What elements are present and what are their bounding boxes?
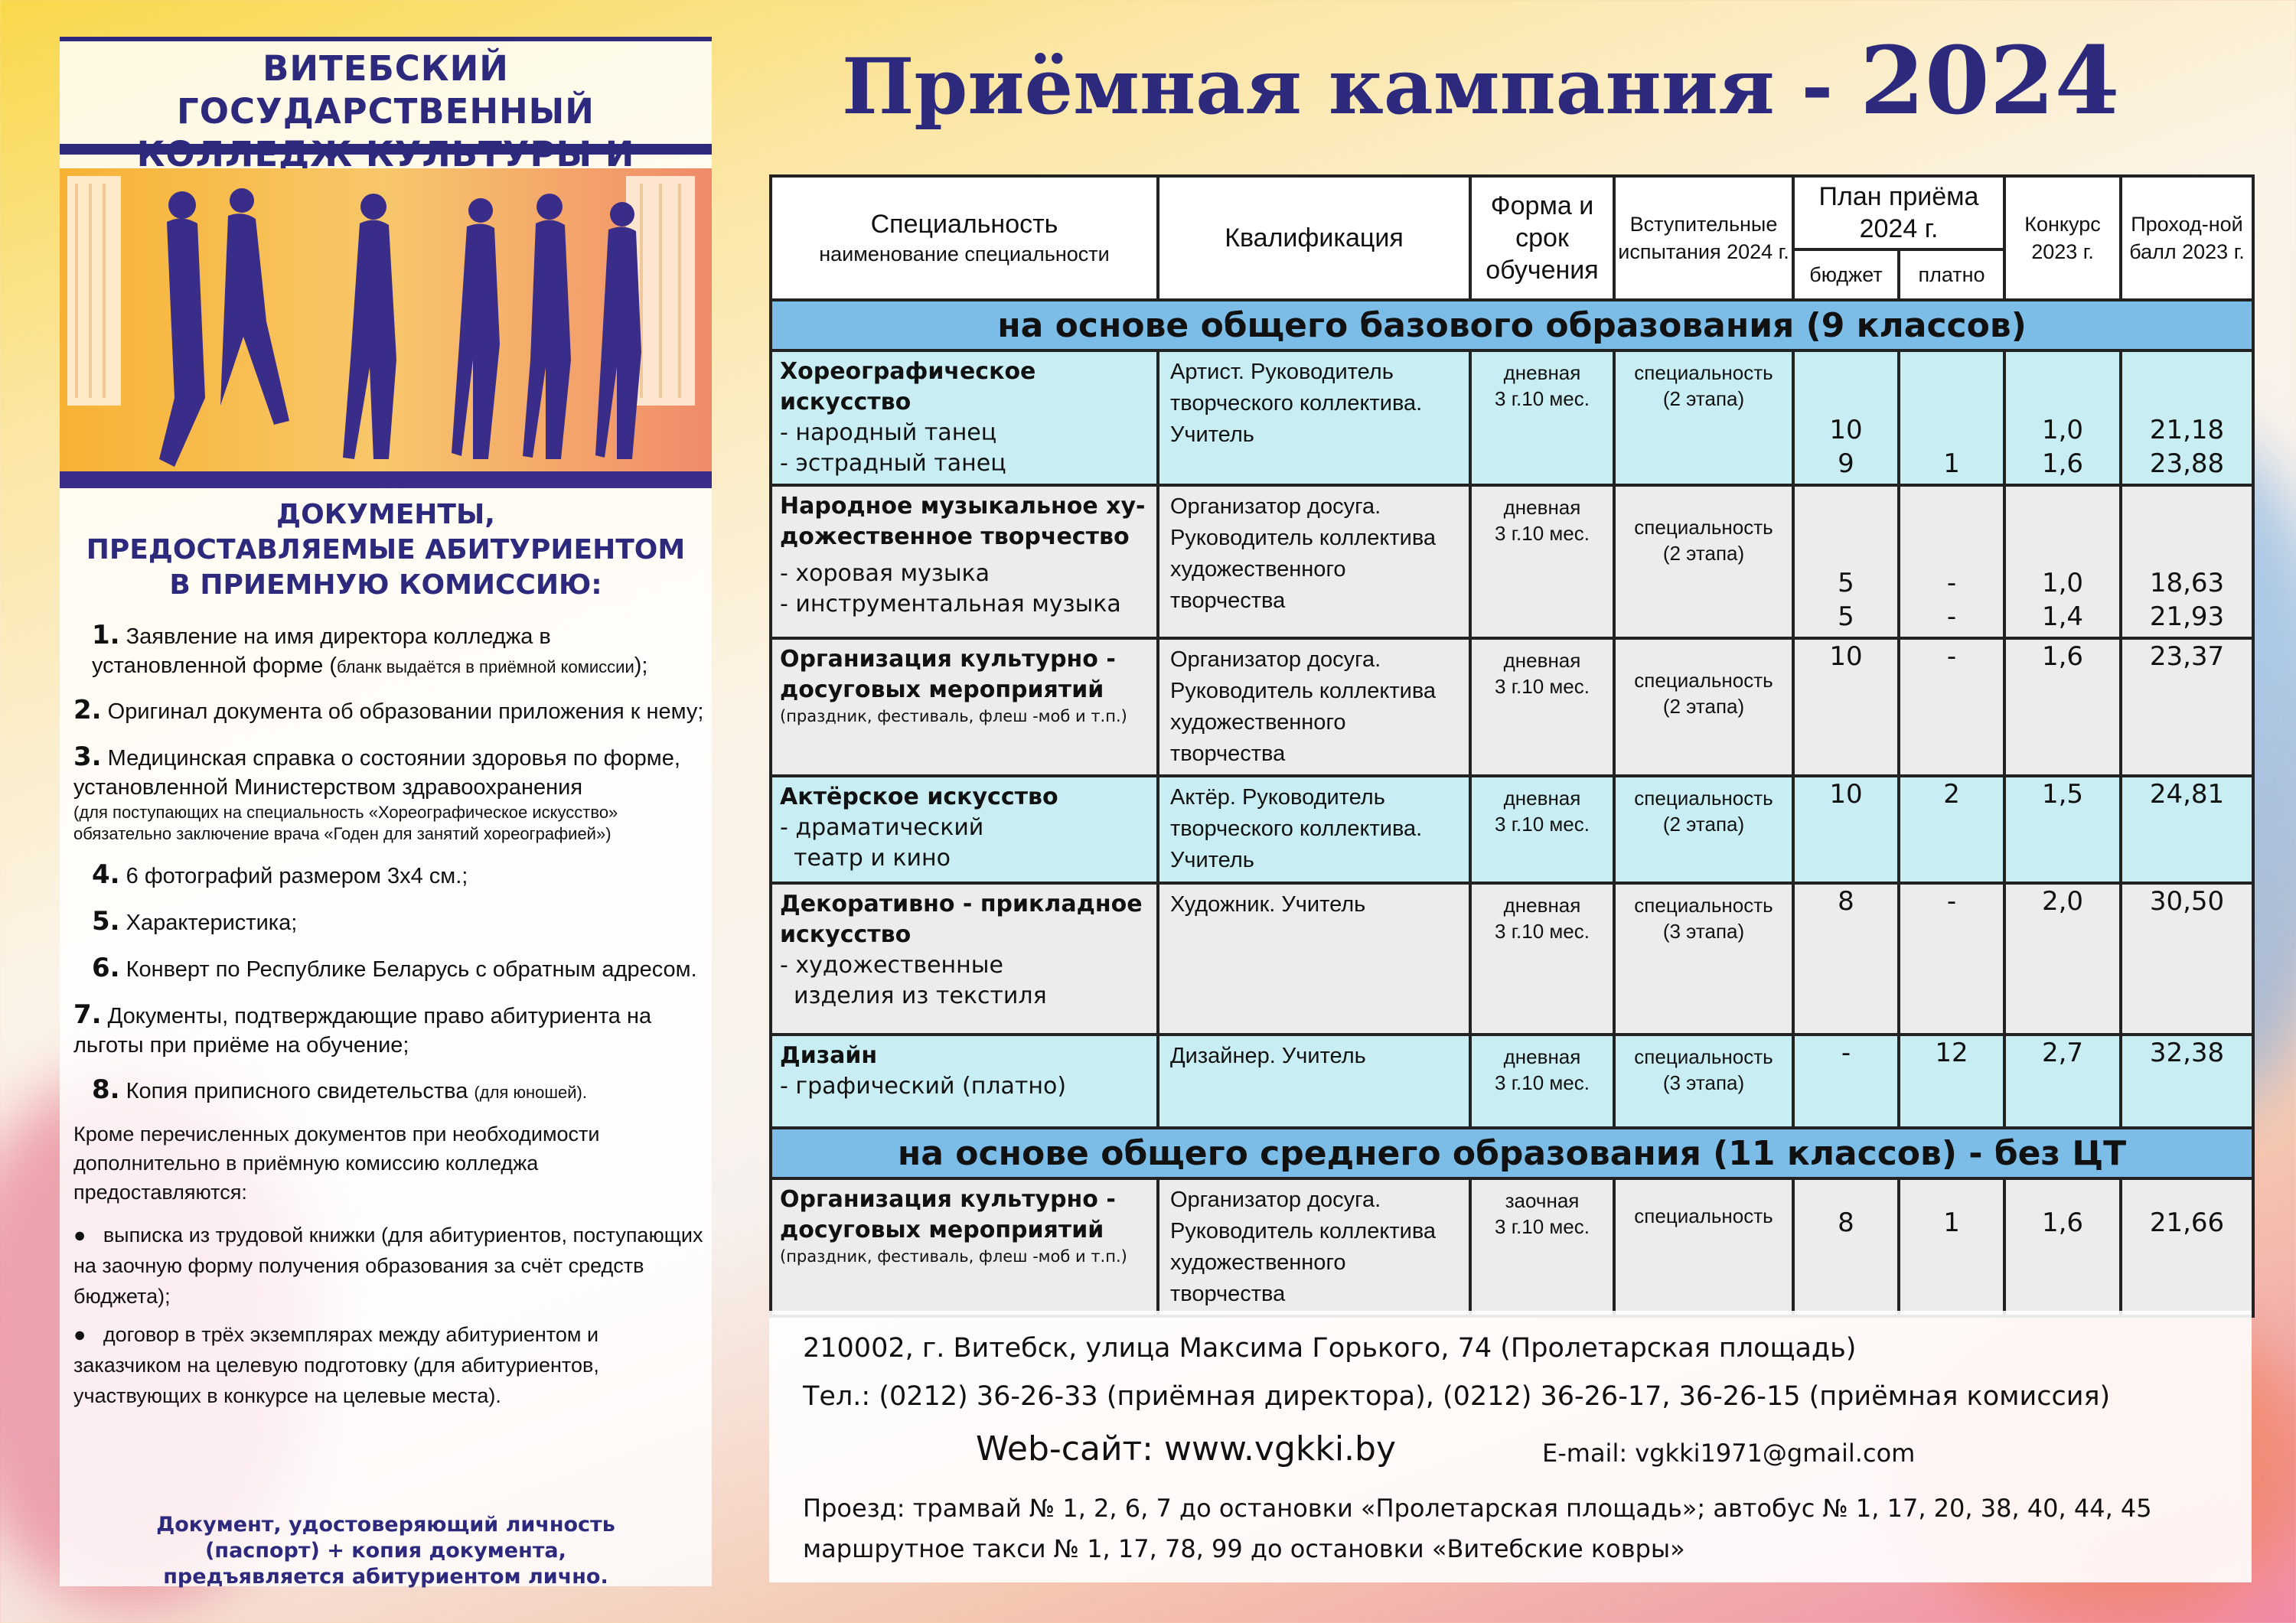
top-rule <box>60 37 712 41</box>
specialty-cell: Хореографическое искусство - народный танец - эстрадный танец <box>771 350 1158 485</box>
pass-score-cell: 32,38 <box>2121 1035 2253 1128</box>
table-row <box>771 638 2253 776</box>
exam-cell: специальность (2 этапа) <box>1614 638 1793 776</box>
transport-line2: маршрутное такси № 1, 17, 78, 99 до остановки «Витебские ковры» <box>803 1534 1685 1563</box>
bullet-item: ● договор в трёх экземплярах между абитуриентом и заказчиком на целевую подготовку (для абитуриентов, участвующих в конкурсе на целевые места). <box>73 1323 599 1407</box>
document-item: 3. Медицинская справка о состоянии здоровья по форме, установленной Министерством здравоохранения (для поступающих на специальность «Хореографическое искусство» обязательно заключение врача «Годен для занятий хореографией») <box>73 741 680 843</box>
college-title-line1: ВИТЕБСКИЙ ГОСУДАРСТВЕННЫЙ <box>177 48 595 132</box>
documents-panel <box>60 37 712 1589</box>
form-cell: дневная 3 г.10 мес. <box>1470 350 1614 485</box>
website-link[interactable]: Web-сайт: www.vgkki.by <box>976 1429 1397 1468</box>
exam-cell: специальность (3 этапа) <box>1614 1035 1793 1128</box>
transport-line1: Проезд: трамвай № 1, 2, 6, 7 до остановки «Пролетарская площадь»; автобус № 1, 17, 20, 38, 40, 44, 45 <box>803 1494 2152 1523</box>
admission-table-container <box>769 174 2252 1311</box>
pass-score-cell: 23,37 <box>2121 638 2253 776</box>
table-row <box>771 776 2253 883</box>
extra-documents-intro: Кроме перечисленных документов при необходимости дополнительно в приёмную комиссию колледжа предоставляются: <box>73 1123 600 1204</box>
document-item: 8. Копия приписного свидетельства (для юношей). <box>92 1074 587 1105</box>
pass-score-cell: 30,50 <box>2121 883 2253 1035</box>
documents-heading <box>60 497 712 603</box>
table-row <box>771 350 2253 485</box>
documents-heading-line2: ПРЕДОСТАВЛЯЕМЫЕ АБИТУРИЕНТОМ <box>86 534 686 565</box>
qualification-cell: Художник. Учитель <box>1158 883 1470 1035</box>
exam-cell: специальность (2 этапа) <box>1614 776 1793 883</box>
table-row <box>771 1035 2253 1128</box>
contact-info <box>769 1311 2252 1582</box>
paid-cell: - - <box>1899 485 2004 638</box>
footer-note-line3: предъявляется абитуриентом лично. <box>163 1565 608 1589</box>
budget-cell: 8 <box>1793 1178 1899 1316</box>
document-item: 7. Документы, подтверждающие право абитуриента на льготы при приёме на обучение; <box>73 999 652 1058</box>
table-row <box>771 883 2253 1035</box>
competition-cell: 1,0 1,4 <box>2004 485 2121 638</box>
pass-score-cell: 21,66 <box>2121 1178 2253 1316</box>
form-cell: дневная 3 г.10 мес. <box>1470 485 1614 638</box>
budget-cell: 5 5 <box>1793 485 1899 638</box>
documents-heading-line1: ДОКУМЕНТЫ, <box>276 499 495 530</box>
documents-heading-line3: В ПРИЕМНУЮ КОМИССИЮ: <box>169 569 602 601</box>
specialty-cell: Организация культурно - досуговых мероприятий (праздник, фестиваль, флеш -моб и т.п.) <box>771 1178 1158 1316</box>
page-title-text: Приёмная кампания - <box>842 41 1860 132</box>
identity-document-note <box>60 1512 712 1590</box>
header-form: Форма и срок обучения <box>1470 176 1614 300</box>
document-item: 2. Оригинал документа об образовании приложения к нему; <box>73 695 704 725</box>
documents-list <box>73 618 709 1419</box>
competition-cell: 1,5 <box>2004 776 2121 883</box>
competition-cell: 2,0 <box>2004 883 2121 1035</box>
admission-table <box>769 174 2255 1318</box>
paid-cell: 1 <box>1899 1178 2004 1316</box>
document-item: 5. Характеристика; <box>92 906 298 937</box>
qualification-cell: Организатор досуга. Руководитель коллектива художественного творчества <box>1158 1178 1470 1316</box>
competition-cell: 2,7 <box>2004 1035 2121 1128</box>
pass-score-cell: 18,63 21,93 <box>2121 485 2253 638</box>
document-item: 1. Заявление на имя директора колледжа в установленной форме (бланк выдаётся в приёмной комиссии); <box>92 620 648 678</box>
header-specialty: Специальность наименование специальности <box>771 176 1158 300</box>
header-exams: Вступительные испытания 2024 г. <box>1614 176 1793 300</box>
budget-cell: 8 <box>1793 883 1899 1035</box>
form-cell: дневная 3 г.10 мес. <box>1470 1035 1614 1128</box>
exam-cell: специальность (2 этапа) <box>1614 485 1793 638</box>
header-budget: бюджет <box>1793 249 1899 300</box>
specialty-cell: Декоративно - прикладное искусство - художественные изделия из текстиля <box>771 883 1158 1035</box>
table-row <box>771 485 2253 638</box>
qualification-cell: Организатор досуга. Руководитель коллектива художественного творчества <box>1158 485 1470 638</box>
paid-cell: 12 <box>1899 1035 2004 1128</box>
exam-cell: специальность (3 этапа) <box>1614 883 1793 1035</box>
section-row-11-grades: на основе общего среднего образования (11 классов) - без ЦТ <box>771 1128 2253 1178</box>
paid-cell: - <box>1899 638 2004 776</box>
exam-cell: специальность (2 этапа) <box>1614 350 1793 485</box>
email-link[interactable]: E-mail: vgkki1971@gmail.com <box>1542 1439 1916 1468</box>
form-cell: заочная 3 г.10 мес. <box>1470 1178 1614 1316</box>
qualification-cell: Артист. Руководитель творческого коллектива. Учитель <box>1158 350 1470 485</box>
pass-score-cell: 21,18 23,88 <box>2121 350 2253 485</box>
page-title-year: 2024 <box>1859 25 2120 135</box>
form-cell: дневная 3 г.10 мес. <box>1470 638 1614 776</box>
header-paid: платно <box>1899 249 2004 300</box>
qualification-cell: Организатор досуга. Руководитель коллектива художественного творчества <box>1158 638 1470 776</box>
qualification-cell: Дизайнер. Учитель <box>1158 1035 1470 1128</box>
paid-cell: 1 <box>1899 350 2004 485</box>
table-row <box>771 1178 2253 1316</box>
header-pass-score: Проход-ной балл 2023 г. <box>2121 176 2253 300</box>
specialty-cell: Дизайн - графический (платно) <box>771 1035 1158 1128</box>
paid-cell: 2 <box>1899 776 2004 883</box>
address: 210002, г. Витебск, улица Максима Горького, 74 (Пролетарская площадь) <box>803 1333 1857 1364</box>
budget-cell: 10 <box>1793 638 1899 776</box>
qualification-cell: Актёр. Руководитель творческого коллектива. Учитель <box>1158 776 1470 883</box>
footer-note-line2: (паспорт) + копия документа, <box>205 1539 566 1563</box>
competition-cell: 1,6 <box>2004 1178 2121 1316</box>
competition-cell: 1,0 1,6 <box>2004 350 2121 485</box>
header-plan: План приёма 2024 г. <box>1793 176 2004 249</box>
phones: Тел.: (0212) 36-26-33 (приёмная директора), (0212) 36-26-17, 36-26-15 (приёмная комиссия) <box>803 1381 2111 1412</box>
form-cell: дневная 3 г.10 мес. <box>1470 883 1614 1035</box>
performers-illustration <box>60 168 712 488</box>
budget-cell: 10 <box>1793 776 1899 883</box>
competition-cell: 1,6 <box>2004 638 2121 776</box>
budget-cell: - <box>1793 1035 1899 1128</box>
pass-score-cell: 24,81 <box>2121 776 2253 883</box>
section-row-9-grades: на основе общего базового образования (9 классов) <box>771 300 2253 350</box>
document-item: 6. Конверт по Республике Беларусь с обратным адресом. <box>92 953 697 983</box>
title-rule <box>60 144 712 155</box>
form-cell: дневная 3 г.10 мес. <box>1470 776 1614 883</box>
budget-cell: 10 9 <box>1793 350 1899 485</box>
document-item: 4. 6 фотографий размером 3х4 см.; <box>92 859 468 890</box>
specialty-cell: Народное музыкальное ху-дожественное творчество - хоровая музыка - инструментальная музыка <box>771 485 1158 638</box>
specialty-cell: Актёрское искусство - драматический театр и кино <box>771 776 1158 883</box>
table-header-row <box>771 176 2253 249</box>
exam-cell: специальность <box>1614 1178 1793 1316</box>
bullet-item: ● выписка из трудовой книжки (для абитуриентов, поступающих на заочную форму получения образования за счёт средств бюджета); <box>73 1224 703 1308</box>
footer-note-line1: Документ, удостоверяющий личность <box>156 1513 615 1537</box>
page-title <box>842 25 2120 136</box>
header-competition: Конкурс 2023 г. <box>2004 176 2121 300</box>
header-qualification: Квалификация <box>1158 176 1470 300</box>
specialty-cell: Организация культурно - досуговых мероприятий (праздник, фестиваль, флеш -моб и т.п.) <box>771 638 1158 776</box>
paid-cell: - <box>1899 883 2004 1035</box>
